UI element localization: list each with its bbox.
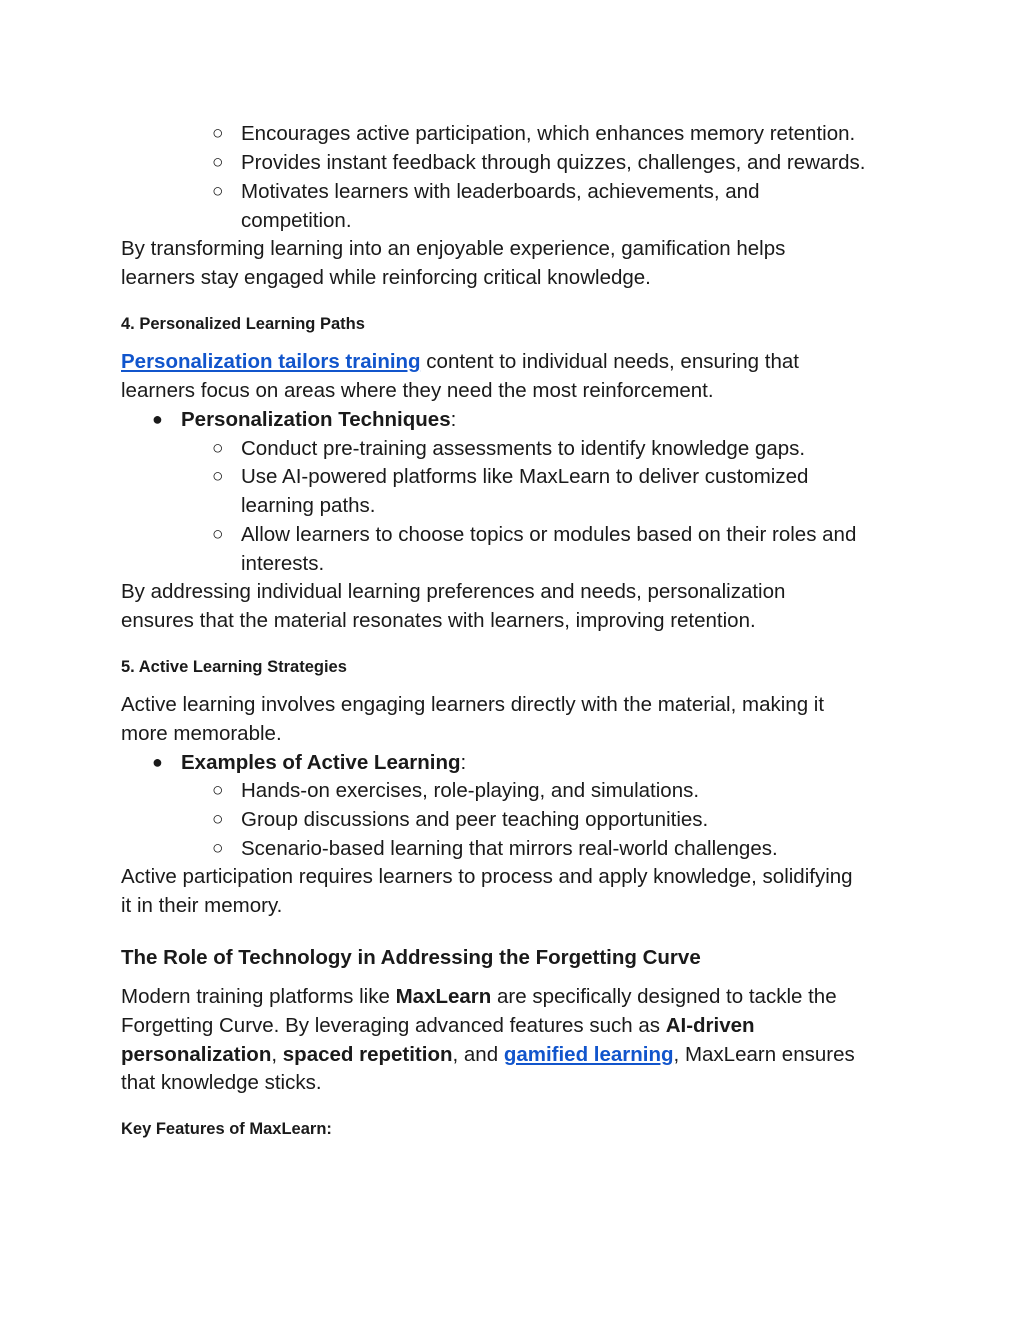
paragraph-line: more memorable. (121, 722, 282, 745)
section-heading: 4. Personalized Learning Paths (121, 315, 365, 333)
list-item-continuation: interests. (241, 552, 325, 575)
filled-bullet-icon: ● (152, 409, 163, 429)
colon: : (460, 751, 467, 774)
section-heading: 5. Active Learning Strategies (121, 658, 347, 676)
paragraph-line (121, 347, 799, 376)
paragraph-text: , MaxLearn ensures (673, 1043, 855, 1066)
hollow-bullet-icon: ○ (212, 466, 224, 487)
paragraph-line: learners stay engaged while reinforcing critical knowledge. (121, 266, 651, 289)
hollow-bullet-icon: ○ (212, 809, 224, 830)
paragraph-text: content to individual needs, ensuring that (420, 350, 799, 373)
paragraph-line: learners focus on areas where they need the most reinforcement. (121, 379, 714, 402)
paragraph-line: Active participation requires learners to process and apply knowledge, solidifying (121, 865, 853, 888)
colon: : (450, 408, 457, 431)
list-item (181, 405, 456, 434)
paragraph-text: are specifically designed to tackle the (491, 985, 837, 1008)
section-title: The Role of Technology in Addressing the Forgetting Curve (121, 946, 701, 969)
paragraph-text: Forgetting Curve. By leveraging advanced features such as (121, 1014, 666, 1037)
personalization-link[interactable]: Personalization tailors training (121, 350, 421, 373)
list-item: Conduct pre-training assessments to identify knowledge gaps. (241, 437, 806, 460)
list-item-continuation: competition. (241, 209, 352, 232)
hollow-bullet-icon: ○ (212, 152, 224, 173)
paragraph-line (121, 1011, 755, 1040)
list-label: Personalization Techniques (181, 408, 451, 431)
list-label: Examples of Active Learning (181, 751, 461, 774)
list-item: Group discussions and peer teaching opportunities. (241, 808, 709, 831)
hollow-bullet-icon: ○ (212, 838, 224, 859)
list-item: Provides instant feedback through quizzes, challenges, and rewards. (241, 151, 866, 174)
list-item (181, 748, 466, 777)
section-heading: Key Features of MaxLearn: (121, 1120, 332, 1138)
hollow-bullet-icon: ○ (212, 524, 224, 545)
hollow-bullet-icon: ○ (212, 181, 224, 202)
paragraph-line (121, 1040, 855, 1069)
bold-text: AI-driven (665, 1014, 755, 1037)
paragraph-line: ensures that the material resonates with learners, improving retention. (121, 609, 756, 632)
paragraph-line: By transforming learning into an enjoyable experience, gamification helps (121, 237, 786, 260)
list-item: Hands-on exercises, role-playing, and simulations. (241, 779, 700, 802)
hollow-bullet-icon: ○ (212, 438, 224, 459)
list-item: Scenario-based learning that mirrors real-world challenges. (241, 837, 778, 860)
paragraph-line: it in their memory. (121, 894, 283, 917)
bold-text: spaced repetition (282, 1043, 453, 1066)
paragraph-line: Active learning involves engaging learners directly with the material, making it (121, 693, 825, 716)
paragraph-line: By addressing individual learning preferences and needs, personalization (121, 580, 786, 603)
paragraph-line: that knowledge sticks. (121, 1071, 322, 1094)
bold-text: personalization (121, 1043, 272, 1066)
paragraph-text: , (271, 1043, 283, 1066)
hollow-bullet-icon: ○ (212, 123, 224, 144)
list-item: Motivates learners with leaderboards, achievements, and (241, 180, 760, 203)
list-item: Use AI-powered platforms like MaxLearn to deliver customized (241, 465, 809, 488)
gamified-learning-link[interactable]: gamified learning (503, 1043, 674, 1066)
hollow-bullet-icon: ○ (212, 780, 224, 801)
paragraph-text: , and (452, 1043, 504, 1066)
paragraph-line (121, 982, 837, 1011)
bold-text: MaxLearn (395, 985, 492, 1008)
list-item-continuation: learning paths. (241, 494, 376, 517)
filled-bullet-icon: ● (152, 752, 163, 772)
paragraph-text: Modern training platforms like (121, 985, 396, 1008)
list-item: Encourages active participation, which enhances memory retention. (241, 122, 856, 145)
list-item: Allow learners to choose topics or modules based on their roles and (241, 523, 857, 546)
